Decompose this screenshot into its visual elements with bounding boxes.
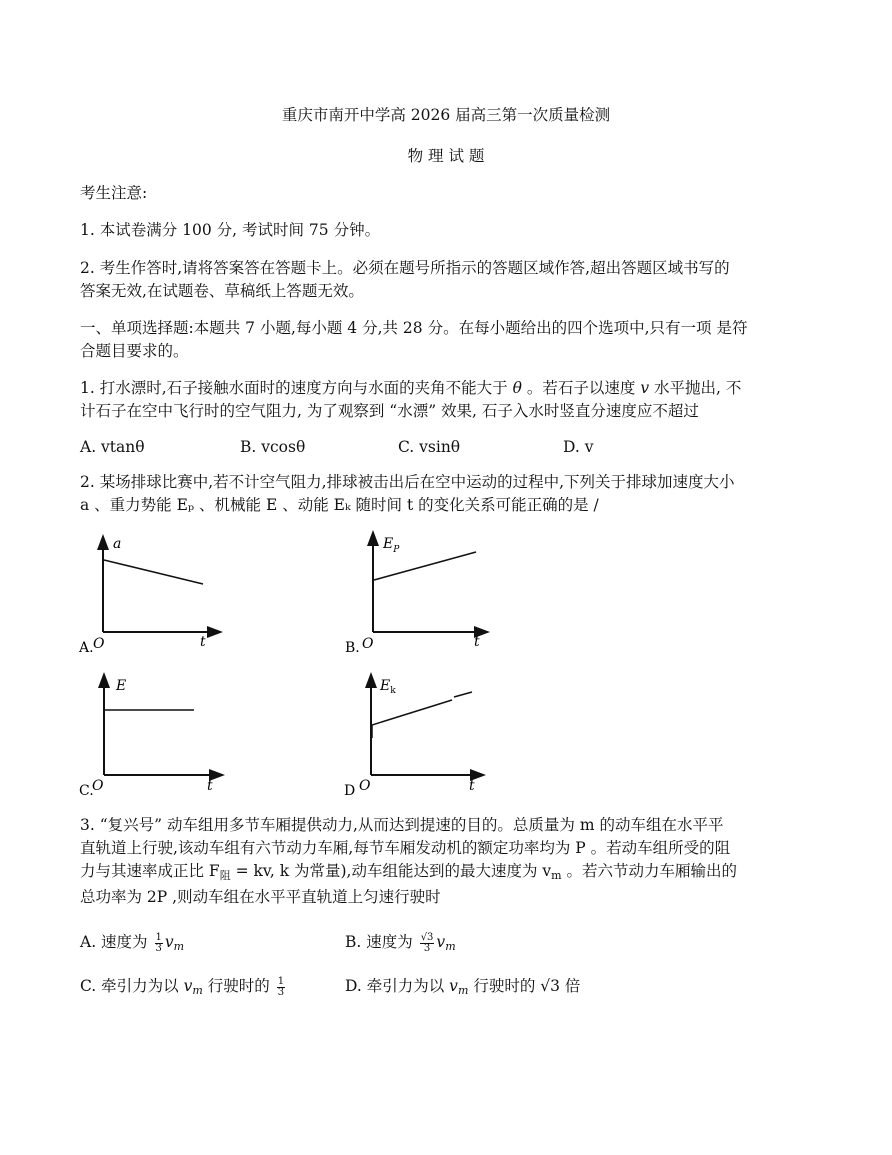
notice-item-2-line-2: 答案无效,在试题卷、草稿纸上答题无效。 (80, 282, 364, 300)
section-1-line-2: 合题目要求的。 (80, 342, 189, 360)
q3-line-3: 力与其速率成正比 $F_阻$ = kv, k 为常量),动车组能达到的最大速度为 $v_m$ 。若六节动力车厢输出的 (80, 862, 738, 882)
graph-b-xlabel: t (474, 634, 480, 650)
q1-line-2: 计石子在空中飞行时的空气阻力, 为了观察到 “水漂” 效果, 石子入水时竖直分速度应不超过 (80, 402, 699, 420)
q3-option-a: A. 速度为 $\frac{1}{3}$ $v_m$ (80, 931, 185, 954)
graph-d-ylabel: $E_k$ (380, 678, 396, 696)
graph-b-curve (374, 552, 476, 580)
q2-line-1: 2. 某场排球比赛中,若不计空气阻力,排球被击出后在空中运动的过程中,下列关于排球加速度大小 (80, 473, 735, 491)
fraction-one-third-c: $\frac{1}{3}$ (277, 975, 285, 998)
graph-a-ylabel: a (113, 536, 122, 552)
q3-line-2: 直轨道上行驶,该动车组有六节动力车厢,每节车厢发动机的额定功率均为 P 。若动车组所受的阻 (80, 839, 731, 857)
q1-line-1: 1. 打水漂时,石子接触水面时的速度方向与水面的夹角不能大于 θ 。若石子以速度 v 水平抛出, 不 (80, 379, 742, 397)
graph-a-label: A. (79, 640, 94, 656)
q3-line-4: 总功率为 2P ,则动车组在水平平直轨道上匀速行驶时 (80, 888, 441, 906)
graph-a-curve (104, 560, 203, 584)
graph-d-origin: O (359, 778, 371, 794)
q3-option-d: D. 牵引力为以 $v_m$ 行驶时的 √3 倍 (345, 977, 581, 997)
graph-c-xlabel: t (207, 778, 213, 794)
graph-c-ylabel: E (116, 678, 127, 694)
q3-option-c: C. 牵引力为以 $v_m$ 行驶时的 $\frac{1}{3}$ (80, 975, 285, 998)
exam-subtitle: 物 理 试 题 (407, 147, 485, 165)
graph-b-label: B. (345, 640, 360, 656)
graph-a (78, 536, 215, 656)
graph-d-curve (372, 692, 472, 738)
q3-option-b: B. 速度为 $\frac{√3}{3}$ $v_m$ (345, 931, 456, 954)
graph-b-ylabel: $E_P$ (383, 536, 400, 555)
notice-item-2-line-1: 2. 考生作答时,请将答案答在答题卡上。必须在题号所指示的答题区域作答,超出答题区域书写的 (80, 259, 730, 277)
graph-c-origin: O (92, 778, 104, 794)
section-1-line-1: 一、单项选择题:本题共 7 小题,每小题 4 分,共 28 分。在每小题给出的四个选项中,只有一项 是符 (80, 319, 748, 337)
graph-d-xlabel: t (469, 778, 475, 794)
fraction-one-third: $\frac{1}{3}$ (155, 931, 162, 954)
graph-b-origin: O (362, 636, 374, 652)
graph-a-origin: O (93, 636, 105, 652)
fraction-root3-over-3: $\frac{√3}{3}$ (420, 931, 434, 954)
q1-option-c: C. vsinθ (398, 438, 461, 456)
graph-c-label: C. (79, 783, 94, 799)
graph-d (344, 678, 478, 799)
graph-d-label: D (344, 783, 356, 799)
q1-option-d: D. v (563, 438, 594, 456)
q1-option-a: A. vtanθ (80, 438, 145, 456)
notice-item-1: 1. 本试卷满分 100 分, 考试时间 75 分钟。 (80, 221, 381, 239)
graph-b (345, 536, 482, 656)
graph-c (79, 678, 217, 799)
q1-option-b: B. vcosθ (240, 438, 306, 456)
exam-title: 重庆市南开中学高 2026 届高三第一次质量检测 (281, 106, 611, 124)
q2-line-2: a 、重力势能 Eₚ 、机械能 E 、动能 Eₖ 随时间 t 的变化关系可能正确的是 / (80, 496, 599, 514)
graph-a-xlabel: t (200, 634, 206, 650)
q3-line-1: 3. “复兴号” 动车组用多节车厢提供动力,从而达到提速的目的。总质量为 m 的动车组在水平平 (80, 816, 724, 834)
notice-heading: 考生注意: (80, 184, 148, 202)
